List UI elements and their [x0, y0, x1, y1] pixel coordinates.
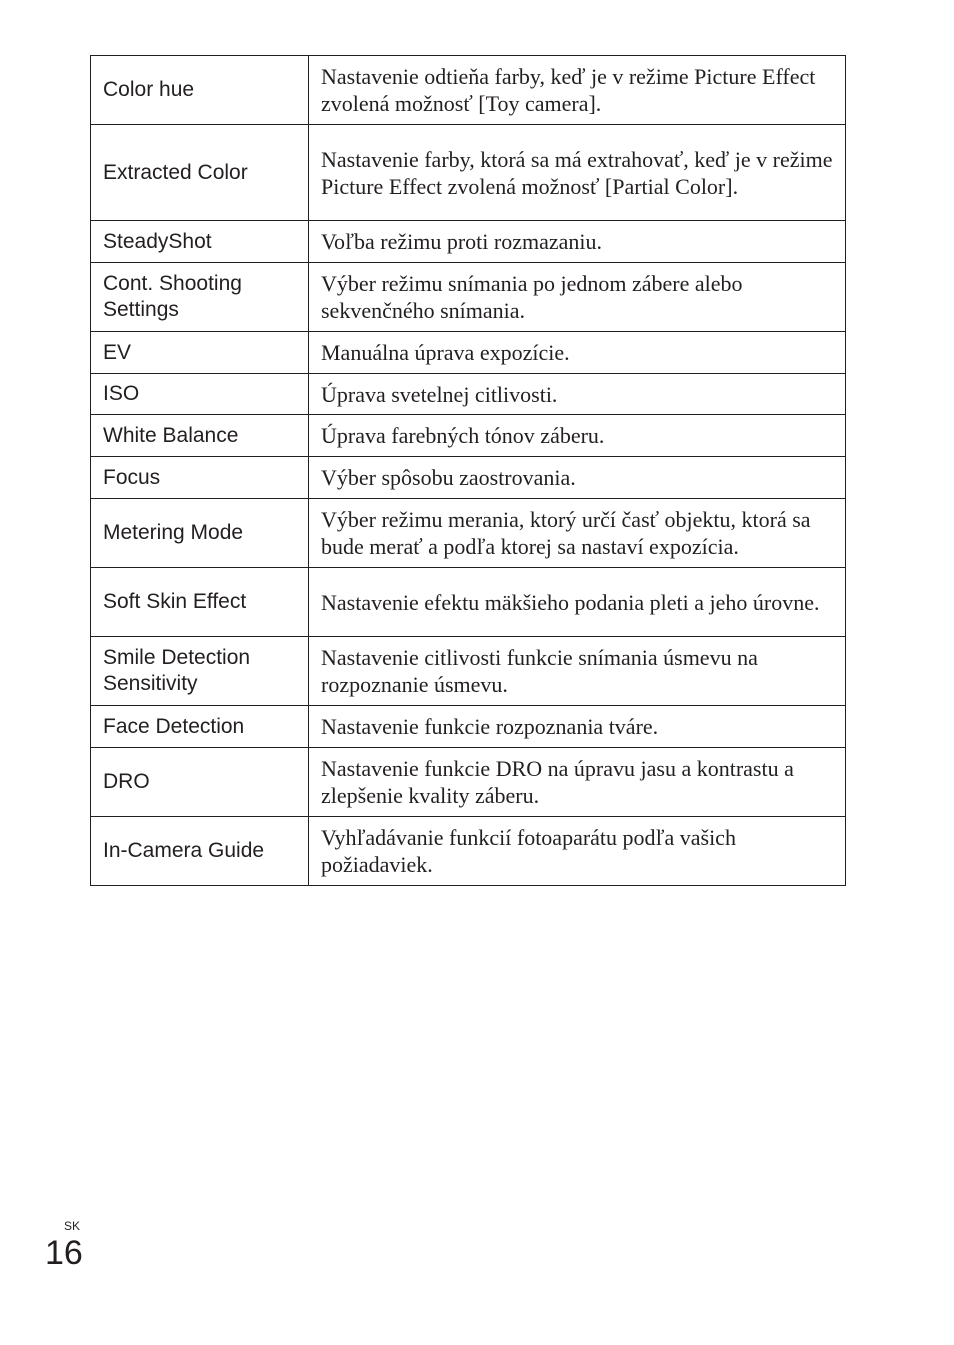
setting-description: Nastavenie odtieňa farby, keď je v režime Picture Effect zvolená možnosť [Toy camera].: [309, 56, 846, 125]
table-row: [91, 817, 846, 886]
setting-term: Soft Skin Effect: [91, 568, 309, 637]
table-row: [91, 332, 846, 374]
setting-description: Výber režimu merania, ktorý určí časť objektu, ktorá sa bude merať a podľa ktorej sa nastaví expozícia.: [309, 499, 846, 568]
table-row: [91, 568, 846, 637]
settings-table: [90, 55, 846, 886]
table-row: [91, 706, 846, 748]
setting-term: SteadyShot: [91, 221, 309, 263]
setting-term: Metering Mode: [91, 499, 309, 568]
setting-description: Nastavenie citlivosti funkcie snímania úsmevu na rozpoznanie úsmevu.: [309, 637, 846, 706]
setting-description: Výber spôsobu zaostrovania.: [309, 457, 846, 499]
setting-description: Vyhľadávanie funkcií fotoaparátu podľa vašich požiadaviek.: [309, 817, 846, 886]
setting-term: In-Camera Guide: [91, 817, 309, 886]
setting-description: Nastavenie efektu mäkšieho podania pleti a jeho úrovne.: [309, 568, 846, 637]
setting-description: Nastavenie funkcie rozpoznania tváre.: [309, 706, 846, 748]
setting-description: Úprava svetelnej citlivosti.: [309, 374, 846, 415]
table-row: [91, 374, 846, 415]
setting-term: Color hue: [91, 56, 309, 125]
table-row: [91, 221, 846, 263]
setting-term: Cont. Shooting Settings: [91, 263, 309, 332]
table-row: [91, 457, 846, 499]
table-row: [91, 415, 846, 457]
page-language-code: SK: [64, 1219, 81, 1233]
settings-table-body: [91, 56, 846, 886]
setting-description: Manuálna úprava expozície.: [309, 332, 846, 374]
table-row: [91, 748, 846, 817]
setting-description: Nastavenie funkcie DRO na úpravu jasu a kontrastu a zlepšenie kvality záberu.: [309, 748, 846, 817]
page-number: 16: [45, 1234, 83, 1272]
table-row: [91, 56, 846, 125]
setting-term: ISO: [91, 374, 309, 415]
setting-term: Extracted Color: [91, 125, 309, 221]
setting-term: White Balance: [91, 415, 309, 457]
setting-term: Focus: [91, 457, 309, 499]
table-row: [91, 637, 846, 706]
table-row: [91, 263, 846, 332]
table-row: [91, 499, 846, 568]
setting-term: Smile Detection Sensitivity: [91, 637, 309, 706]
setting-description: Nastavenie farby, ktorá sa má extrahovať, keď je v režime Picture Effect zvolená možnosť [Partial Color].: [309, 125, 846, 221]
setting-description: Úprava farebných tónov záberu.: [309, 415, 846, 457]
setting-term: DRO: [91, 748, 309, 817]
setting-term: EV: [91, 332, 309, 374]
setting-description: Výber režimu snímania po jednom zábere alebo sekvenčného snímania.: [309, 263, 846, 332]
table-row: [91, 125, 846, 221]
setting-description: Voľba režimu proti rozmazaniu.: [309, 221, 846, 263]
setting-term: Face Detection: [91, 706, 309, 748]
